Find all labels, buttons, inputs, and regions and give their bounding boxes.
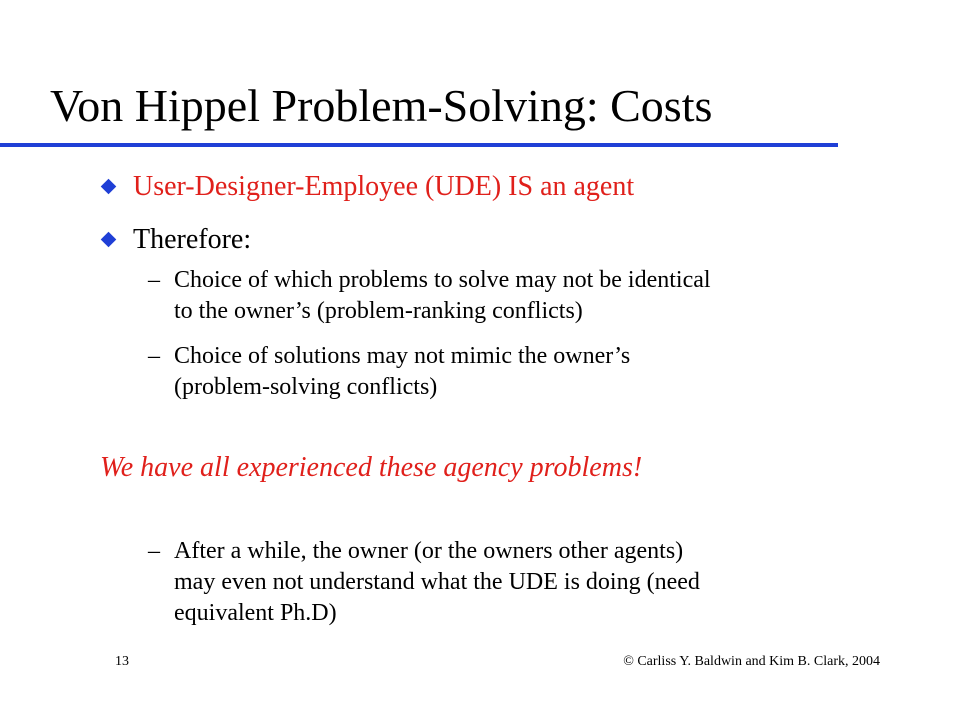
sub-item-3-line-2: may even not understand what the UDE is doing (need xyxy=(174,569,700,595)
sub-item-2-line-1: Choice of solutions may not mimic the owner’s xyxy=(174,343,631,369)
diamond-bullet-icon xyxy=(101,232,117,248)
bullet-2-text: Therefore: xyxy=(133,224,252,255)
sub-item-1-line-2: to the owner’s (problem-ranking conflicts) xyxy=(174,298,583,324)
bullet-1-text: User-Designer-Employee (UDE) IS an agent xyxy=(133,171,635,202)
emphasis-text: We have all experienced these agency problems! xyxy=(100,452,643,483)
title-underline xyxy=(0,143,838,147)
sub-item-3-line-3: equivalent Ph.D) xyxy=(174,600,337,626)
sub-item-dash: – xyxy=(148,343,160,369)
sub-item-3-line-1: After a while, the owner (or the owners other agents) xyxy=(174,538,684,564)
slide-title: Von Hippel Problem-Solving: Costs xyxy=(50,80,713,131)
copyright-notice: © Carliss Y. Baldwin and Kim B. Clark, 2004 xyxy=(623,654,880,669)
sub-item-dash: – xyxy=(148,538,160,564)
diamond-bullet-icon xyxy=(101,179,117,195)
sub-item-dash: – xyxy=(148,267,160,293)
sub-item-1-line-1: Choice of which problems to solve may not be identical xyxy=(174,267,711,293)
sub-item-2-line-2: (problem-solving conflicts) xyxy=(174,374,438,400)
page-number: 13 xyxy=(115,654,129,669)
